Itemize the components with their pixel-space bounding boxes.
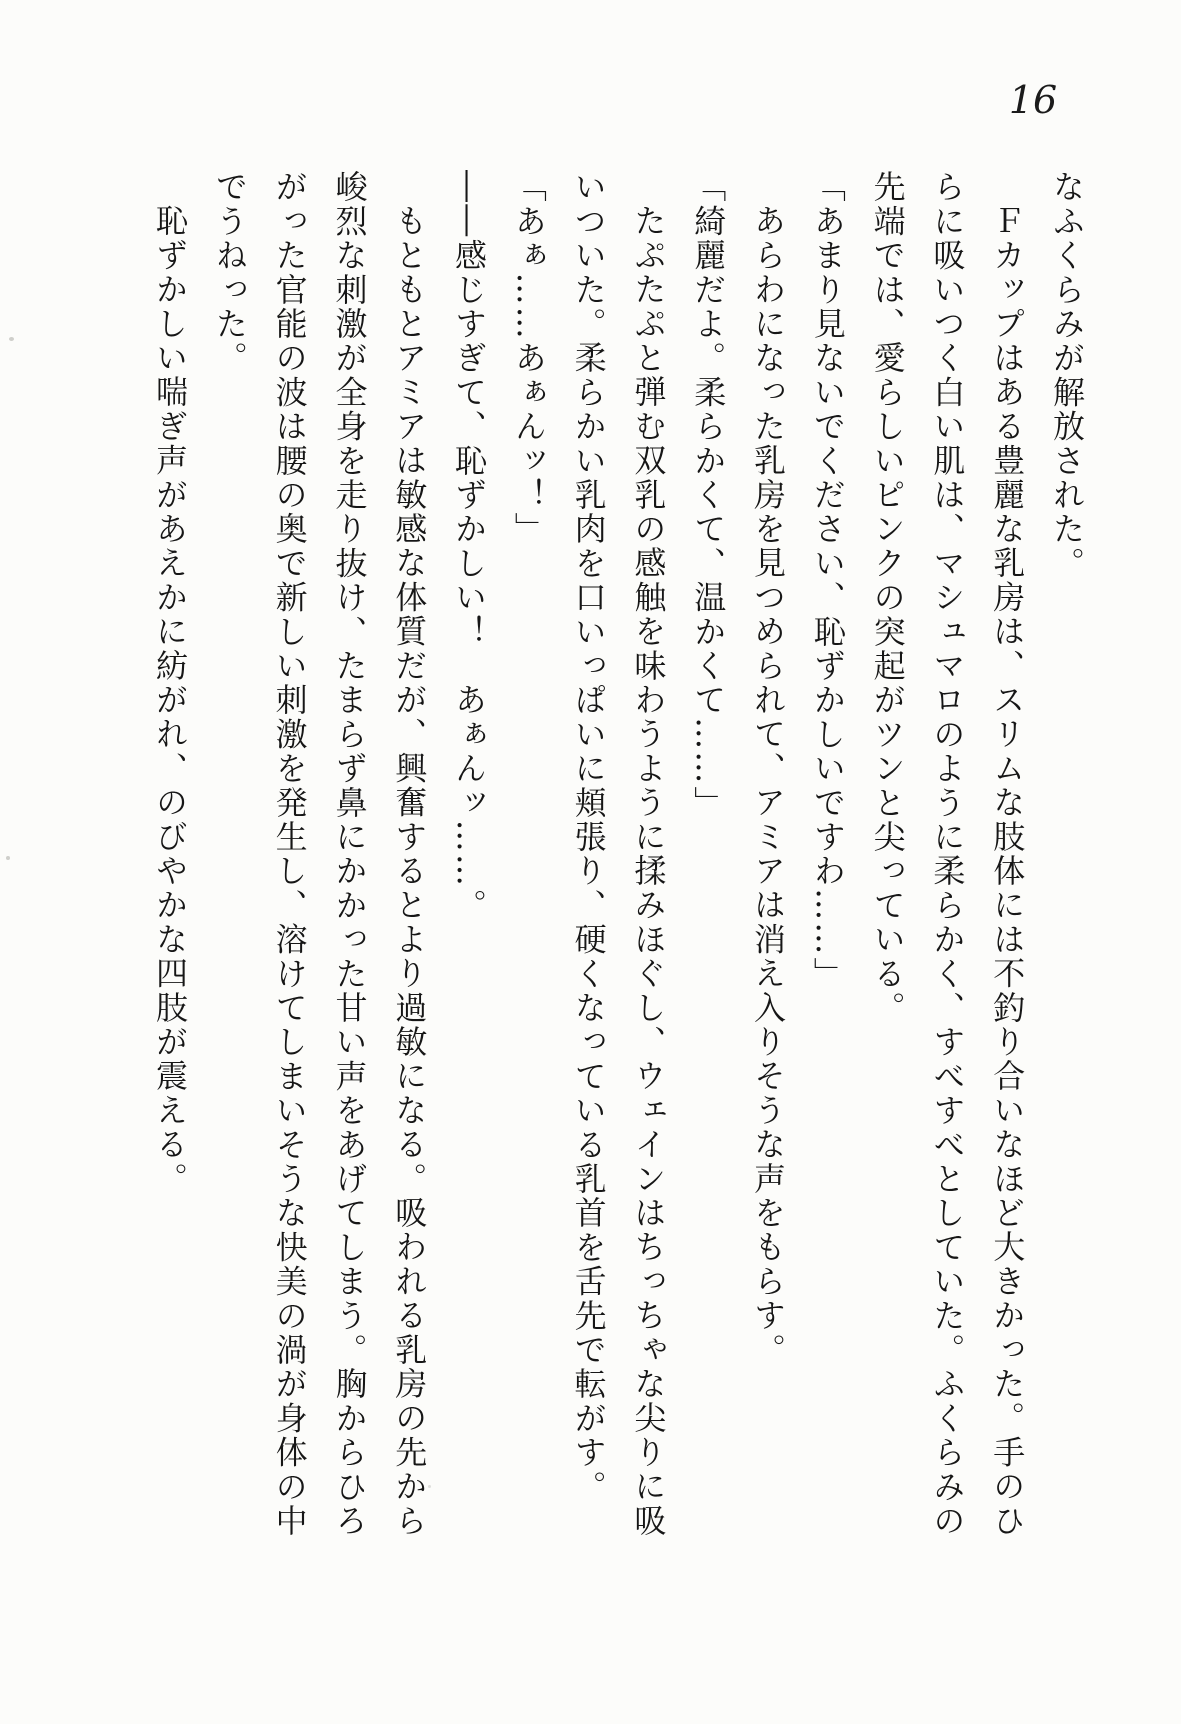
paragraph: たぷたぷと弾む双乳の感触を味わうように揉みほぐし、ウェインはちっちゃな尖りに吸いついた。柔らかい乳肉を口いっぱいに頬張り、硬くなっている乳首を舌先で転がす。 bbox=[569, 170, 668, 1538]
scan-speck bbox=[6, 856, 10, 860]
paragraph: あらわになった乳房を見つめられて、アミアは消え入りそうな声をもらす。 bbox=[749, 204, 788, 1367]
paragraph: 恥ずかしい喘ぎ声があえかに紡がれ、のびやかな四肢が震える。 bbox=[151, 204, 190, 1196]
scan-speck bbox=[428, 1485, 431, 1488]
page-number: 16 bbox=[1008, 78, 1058, 122]
paragraph: なふくらみが解放された。 bbox=[1048, 170, 1086, 581]
paragraph-dialogue: 「綺麗だよ。柔らかくて、温かくて……」 bbox=[689, 170, 728, 820]
paragraph-dialogue: 「あぁ……あぁんッ！」 bbox=[509, 170, 548, 547]
paragraph: Ｆカップはある豊麗な乳房は、スリムな肢体には不釣り合いなほど大きかった。手のひらに吸いつく白い肌は、マシュマロのように柔らかく、すべすべとしていた。ふくらみの先端では、愛らしいピンクの突起がツンと尖っている。 bbox=[868, 170, 1027, 1538]
paragraph-dialogue: 「あまり見ないでください、恥ずかしいですわ……」 bbox=[808, 170, 847, 991]
paragraph-thought: ――感じすぎて、恥ずかしい！ あぁんッ……。 bbox=[450, 170, 489, 923]
paragraph: もともとアミアは敏感な体質だが、興奮するとより過敏になる。吸われる乳房の先から峻烈な刺激が全身を走り抜け、たまらず鼻にかかった甘い声をあげてしまう。胸からひろがった官能の波は腰の奥で新しい刺激を発生し、溶けてしまいそうな快美の渦が身体の中でうねった。 bbox=[210, 170, 429, 1538]
text-area bbox=[136, 170, 1096, 1540]
scan-speck bbox=[9, 337, 14, 341]
